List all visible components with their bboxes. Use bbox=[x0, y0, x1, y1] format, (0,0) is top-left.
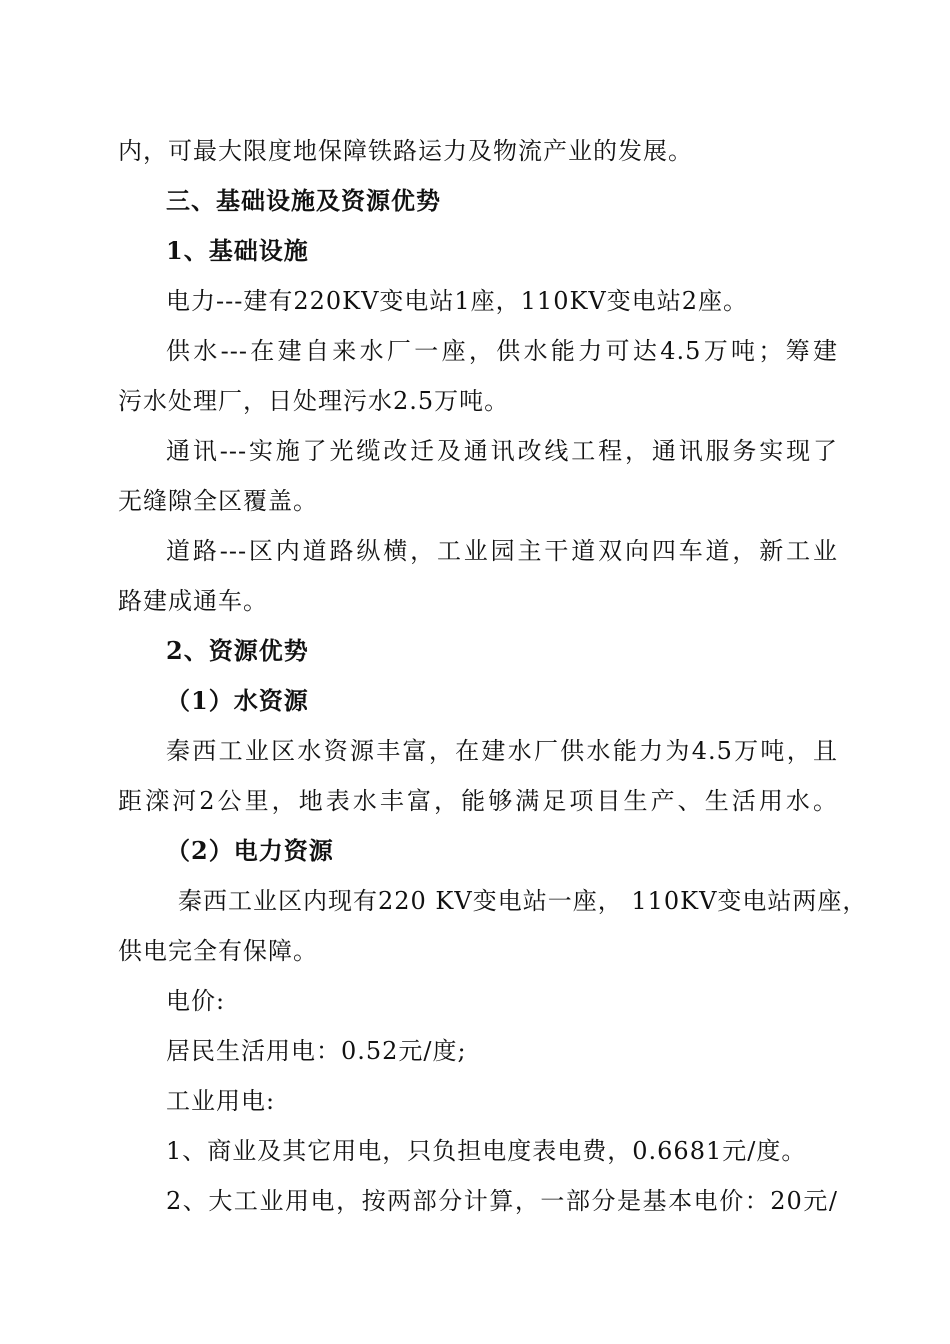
electricity-price-label: 电价: bbox=[166, 987, 226, 1015]
power-resources-line-1: 秦西工业区内现有220 KV变电站一座， 110KV变电站两座， bbox=[178, 887, 868, 915]
item-heading-water-resources: （1）水资源 bbox=[166, 686, 309, 715]
industrial-electricity-label: 工业用电: bbox=[166, 1087, 276, 1115]
commercial-electricity-price: 1、商业及其它用电，只负担电度表电费，0.6681元/度。 bbox=[166, 1137, 807, 1165]
roads-line-2: 路建成通车。 bbox=[118, 587, 268, 615]
subsection-heading-resources: 2、资源优势 bbox=[166, 636, 309, 665]
power-resources-line-2: 供电完全有保障。 bbox=[118, 937, 318, 965]
water-resources-line-1: 秦西工业区水资源丰富，在建水厂供水能力为4.5万吨，且 bbox=[166, 737, 838, 765]
item-heading-power-resources: （2）电力资源 bbox=[166, 836, 334, 865]
electricity-line: 电力---建有220KV变电站1座，110KV变电站2座。 bbox=[166, 287, 749, 315]
communication-line-1: 通讯---实施了光缆改迁及通讯改线工程，通讯服务实现了 bbox=[166, 437, 838, 465]
residential-electricity-price: 居民生活用电：0.52元/度; bbox=[166, 1037, 467, 1065]
water-supply-line-1: 供水---在建自来水厂一座，供水能力可达4.5万吨；筹建 bbox=[166, 337, 838, 365]
large-industrial-electricity-price: 2、大工业用电，按两部分计算，一部分是基本电价：20元/ bbox=[166, 1187, 838, 1215]
paragraph-continuation-line: 内，可最大限度地保障铁路运力及物流产业的发展。 bbox=[118, 137, 693, 165]
section-heading: 三、基础设施及资源优势 bbox=[166, 186, 441, 215]
subsection-heading-infrastructure: 1、基础设施 bbox=[166, 236, 309, 265]
roads-line-1: 道路---区内道路纵横，工业园主干道双向四车道，新工业 bbox=[166, 537, 838, 565]
communication-line-2: 无缝隙全区覆盖。 bbox=[118, 487, 318, 515]
water-supply-line-2: 污水处理厂，日处理污水2.5万吨。 bbox=[118, 387, 510, 415]
water-resources-line-2: 距滦河2公里，地表水丰富，能够满足项目生产、生活用水。 bbox=[118, 787, 838, 815]
